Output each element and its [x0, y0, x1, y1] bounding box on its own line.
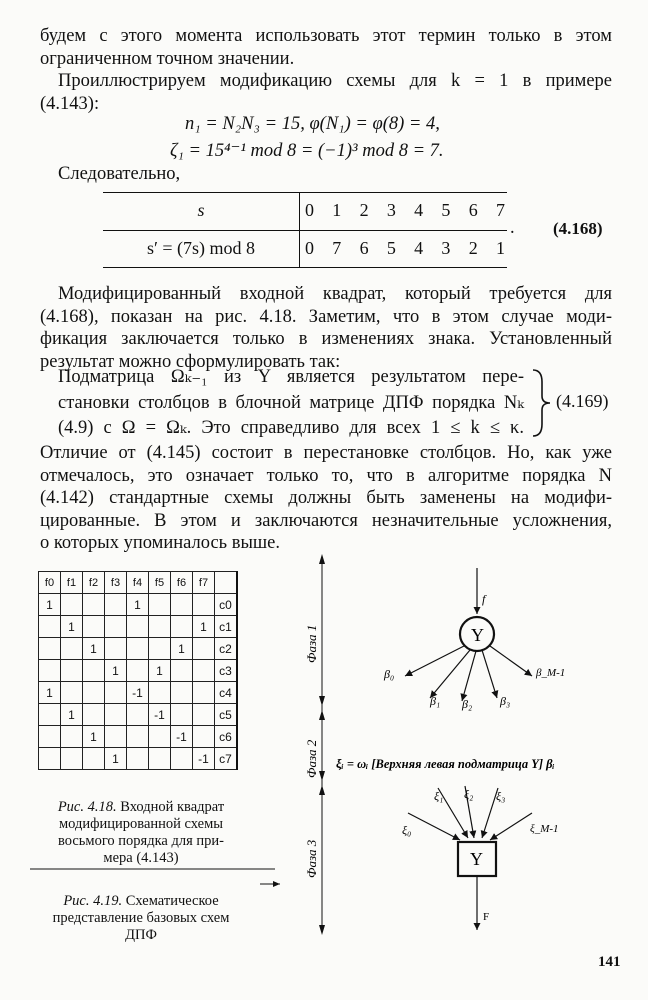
table-label-s-prime: s′ = (7s) mod 8	[146, 238, 256, 258]
table-cell: 5	[386, 238, 396, 258]
beta-2-arrow	[462, 651, 476, 701]
caption-418-line-3: восьмого порядка для при-	[58, 833, 224, 849]
table-cell: 0	[305, 200, 314, 220]
matrix-header-cell	[215, 572, 238, 594]
matrix-cell: 1	[171, 638, 193, 660]
xi-0-arrow	[408, 813, 460, 840]
phase-3-label: Фаза 3	[304, 839, 319, 878]
caption-419-line-2: представление базовых схем	[52, 910, 230, 926]
table-cell: 3	[441, 238, 451, 258]
matrix-cell: 1	[127, 594, 149, 616]
table-cell: 3	[386, 200, 396, 220]
matrix-row-label: c3	[215, 660, 238, 682]
matrix-cell: 1	[193, 616, 215, 638]
table-cell: 6	[359, 238, 369, 258]
para2-line-1: Модифицированный входной квадрат, который требуется для	[58, 284, 612, 304]
matrix-cell	[61, 726, 83, 748]
xi-m1-arrow	[490, 813, 532, 840]
matrix-cell	[105, 726, 127, 748]
matrix-cell	[105, 704, 127, 726]
caption-418-line-4: мера (4.143)	[103, 850, 179, 866]
matrix-cell	[39, 660, 61, 682]
matrix-cell	[171, 594, 193, 616]
matrix-header-cell: f0	[39, 572, 61, 594]
matrix-cell	[149, 748, 171, 770]
right-brace	[530, 368, 552, 438]
matrix-cell	[149, 594, 171, 616]
beta-3-arrow	[482, 650, 497, 698]
matrix-cell: 1	[105, 748, 127, 770]
matrix-cell	[193, 638, 215, 660]
matrix-cell	[61, 682, 83, 704]
table-cell: 7	[332, 238, 342, 258]
matrix-row	[39, 704, 238, 726]
beta-0-arrow	[405, 646, 464, 676]
beta-m1-label: β_M-1	[536, 667, 566, 679]
matrix-cell	[193, 660, 215, 682]
matrix-cell	[61, 594, 83, 616]
table-cell: 2	[468, 238, 478, 258]
matrix-cell	[39, 638, 61, 660]
xi-m1-label: ξ_M-1	[530, 823, 559, 835]
matrix-cell	[171, 748, 193, 770]
matrix-cell	[39, 748, 61, 770]
table-4168	[103, 192, 507, 268]
matrix-row	[39, 594, 238, 616]
matrix-row-label: c2	[215, 638, 238, 660]
matrix-cell	[171, 704, 193, 726]
matrix-row	[39, 660, 238, 682]
matrix-cell: 1	[61, 704, 83, 726]
para3-line-5: о которых упоминалось выше.	[40, 533, 280, 553]
matrix-cell	[39, 704, 61, 726]
matrix-cell: 1	[39, 682, 61, 704]
matrix-cell	[83, 682, 105, 704]
caption-418-line-1: Входной квадрат	[120, 799, 225, 815]
matrix-cell	[83, 748, 105, 770]
matrix-row-label: c0	[215, 594, 238, 616]
dft-schematic-diagram	[290, 548, 630, 948]
equation-number-4168: (4.168)	[553, 219, 603, 238]
matrix-header-cell: f2	[83, 572, 105, 594]
matrix-cell	[61, 638, 83, 660]
table-dot: .	[510, 218, 515, 238]
caption-418-line-2: модифицированной схемы	[58, 816, 224, 832]
paragraph-modified-square	[40, 283, 612, 373]
phase-1-label: Фаза 1	[304, 624, 319, 663]
input-square-matrix	[38, 571, 238, 770]
caption-figure-419	[30, 893, 252, 944]
intro-paragraph	[40, 25, 612, 70]
para2-line-2: (4.168), показан на рис. 4.18. Заметим, что в этом случае моди-	[40, 306, 612, 327]
matrix-cell	[105, 682, 127, 704]
matrix-cell	[105, 638, 127, 660]
matrix-cell	[127, 638, 149, 660]
matrix-cell: 1	[83, 638, 105, 660]
table-row-s	[305, 200, 505, 221]
matrix-cell	[149, 616, 171, 638]
matrix-cell: -1	[171, 726, 193, 748]
table-cell: 6	[468, 200, 478, 220]
table-horizontal-rule	[103, 230, 507, 231]
xi-2-label: ξ₂	[464, 787, 474, 801]
xi-3-label: ξ₃	[496, 789, 506, 803]
matrix-cell	[61, 748, 83, 770]
beta-3-label: β₃	[500, 694, 511, 708]
matrix-cell: 1	[105, 660, 127, 682]
matrix-cell	[171, 616, 193, 638]
matrix-cell	[193, 704, 215, 726]
middle-formula: ξᵢ = ωᵢ [Верхняя левая подматрица Y] βᵢ	[336, 757, 555, 771]
matrix-cell	[171, 682, 193, 704]
matrix-cell	[149, 726, 171, 748]
beta-1-label: β₁	[430, 694, 441, 708]
matrix-cell: 1	[39, 594, 61, 616]
statement-line-1: Подматрица Ωₖ₋₁ из Y является результатом пере-	[58, 367, 524, 387]
xi-1-label: ξ₁	[434, 789, 444, 803]
matrix-cell	[193, 594, 215, 616]
matrix-cell: -1	[149, 704, 171, 726]
matrix-row-label: c1	[215, 616, 238, 638]
matrix-cell	[127, 748, 149, 770]
matrix-cell	[83, 616, 105, 638]
matrix-row	[39, 748, 238, 770]
y-circle-label: Y	[471, 625, 484, 645]
matrix-cell: 1	[149, 660, 171, 682]
matrix-header-cell: f3	[105, 572, 127, 594]
matrix-cell	[127, 660, 149, 682]
matrix-row-label: c4	[215, 682, 238, 704]
table-cell: 4	[414, 238, 424, 258]
matrix-row	[39, 682, 238, 704]
para2-line-4: результат можно сформулировать так:	[40, 351, 341, 372]
matrix-header-row	[39, 572, 238, 594]
caption-419-line-1: Схематическое	[125, 893, 219, 909]
table-row-s-prime	[305, 238, 505, 259]
para2-line-3: фикация заключается только в изменениях знака. Установленный	[40, 329, 612, 349]
matrix-cell	[61, 660, 83, 682]
beta-m1-arrow	[490, 646, 532, 676]
table-cell: 2	[359, 200, 369, 220]
y-box-label: Y	[470, 849, 483, 869]
phase-2-label: Фаза 2	[304, 739, 319, 778]
output-f-label: F	[483, 911, 490, 923]
table-cell: 1	[495, 238, 505, 258]
matrix-header-cell: f4	[127, 572, 149, 594]
illustrate-line-2: (4.143):	[40, 93, 100, 114]
matrix-cell: 1	[61, 616, 83, 638]
page-number: 141	[598, 954, 621, 970]
input-f-label: f	[482, 592, 486, 606]
table-cell: 1	[332, 200, 342, 220]
matrix-cell	[127, 704, 149, 726]
matrix-header-cell: f6	[171, 572, 193, 594]
caption-419-line-3: ДПФ	[125, 927, 157, 943]
matrix-header-cell: f1	[61, 572, 83, 594]
matrix-cell: -1	[127, 682, 149, 704]
equation-number-4169: (4.169)	[556, 391, 609, 411]
matrix-row-label: c5	[215, 704, 238, 726]
matrix-row-label: c6	[215, 726, 238, 748]
matrix-cell	[105, 616, 127, 638]
table-cell: 5	[441, 200, 451, 220]
matrix-cell	[83, 704, 105, 726]
table-cell: 0	[305, 238, 314, 258]
statement-4169	[58, 366, 524, 440]
table-cell: 7	[495, 200, 505, 220]
hence-text: Следовательно,	[58, 164, 181, 184]
para3-line-2: отмечалось, это означает только то, что в алгоритме порядка N	[40, 465, 612, 486]
table-cell: 4	[414, 200, 424, 220]
matrix-cell	[149, 682, 171, 704]
para3-line-4: цированные. В этом и заключаются незначительные усложнения,	[40, 510, 612, 531]
statement-line-2: становки столбцов в блочной матрице ДПФ порядка Nₖ	[58, 392, 524, 413]
caption-separator	[30, 866, 285, 888]
table-label-s: s	[197, 200, 205, 220]
matrix-cell	[39, 726, 61, 748]
matrix-row-label: c7	[215, 748, 238, 770]
intro-line-2: ограниченном точном значении.	[40, 48, 295, 69]
matrix-cell	[83, 594, 105, 616]
paragraph-difference	[40, 442, 612, 555]
matrix-cell	[105, 594, 127, 616]
beta-1-arrow	[430, 650, 470, 698]
matrix-cell	[193, 726, 215, 748]
matrix-cell	[171, 660, 193, 682]
beta-2-label: β₂	[462, 697, 473, 711]
beta-0-label: β₀	[384, 667, 395, 681]
matrix-header-cell: f7	[193, 572, 215, 594]
illustrate-paragraph	[40, 70, 612, 115]
matrix-row	[39, 638, 238, 660]
formula-n1: n₁ = N₂N₃ = 15, φ(N₁) = φ(8) = 4,	[185, 114, 440, 134]
matrix-cell	[193, 682, 215, 704]
matrix-cell	[83, 660, 105, 682]
matrix-cell	[149, 638, 171, 660]
matrix-header-cell: f5	[149, 572, 171, 594]
matrix-cell	[127, 616, 149, 638]
para3-line-1: Отличие от (4.145) состоит в перестановке столбцов. Но, как уже	[40, 443, 612, 463]
matrix-row	[39, 616, 238, 638]
intro-line-1: будем с этого момента использовать этот термин только в этом	[40, 26, 612, 46]
xi-0-label: ξ₀	[402, 823, 412, 837]
para3-line-3: (4.142) стандартные схемы должны быть заменены на модифи-	[40, 488, 612, 508]
statement-line-3: (4.9) с Ω = Ωₖ. Это справедливо для всех 1 ≤ k ≤ κ.	[58, 418, 524, 438]
caption-419-number: Рис. 4.19.	[63, 893, 123, 909]
illustrate-line-1: Проиллюстрируем модификацию схемы для k = 1 в примере	[58, 71, 612, 91]
matrix-cell	[39, 616, 61, 638]
formula-zeta1: ζ₁ = 15⁴⁻¹ mod 8 = (−1)³ mod 8 = 7.	[170, 141, 444, 161]
matrix-cell: 1	[83, 726, 105, 748]
matrix-row	[39, 726, 238, 748]
matrix-cell	[127, 726, 149, 748]
matrix-cell: -1	[193, 748, 215, 770]
caption-418-number: Рис. 4.18.	[57, 799, 117, 815]
caption-figure-418	[30, 799, 252, 867]
